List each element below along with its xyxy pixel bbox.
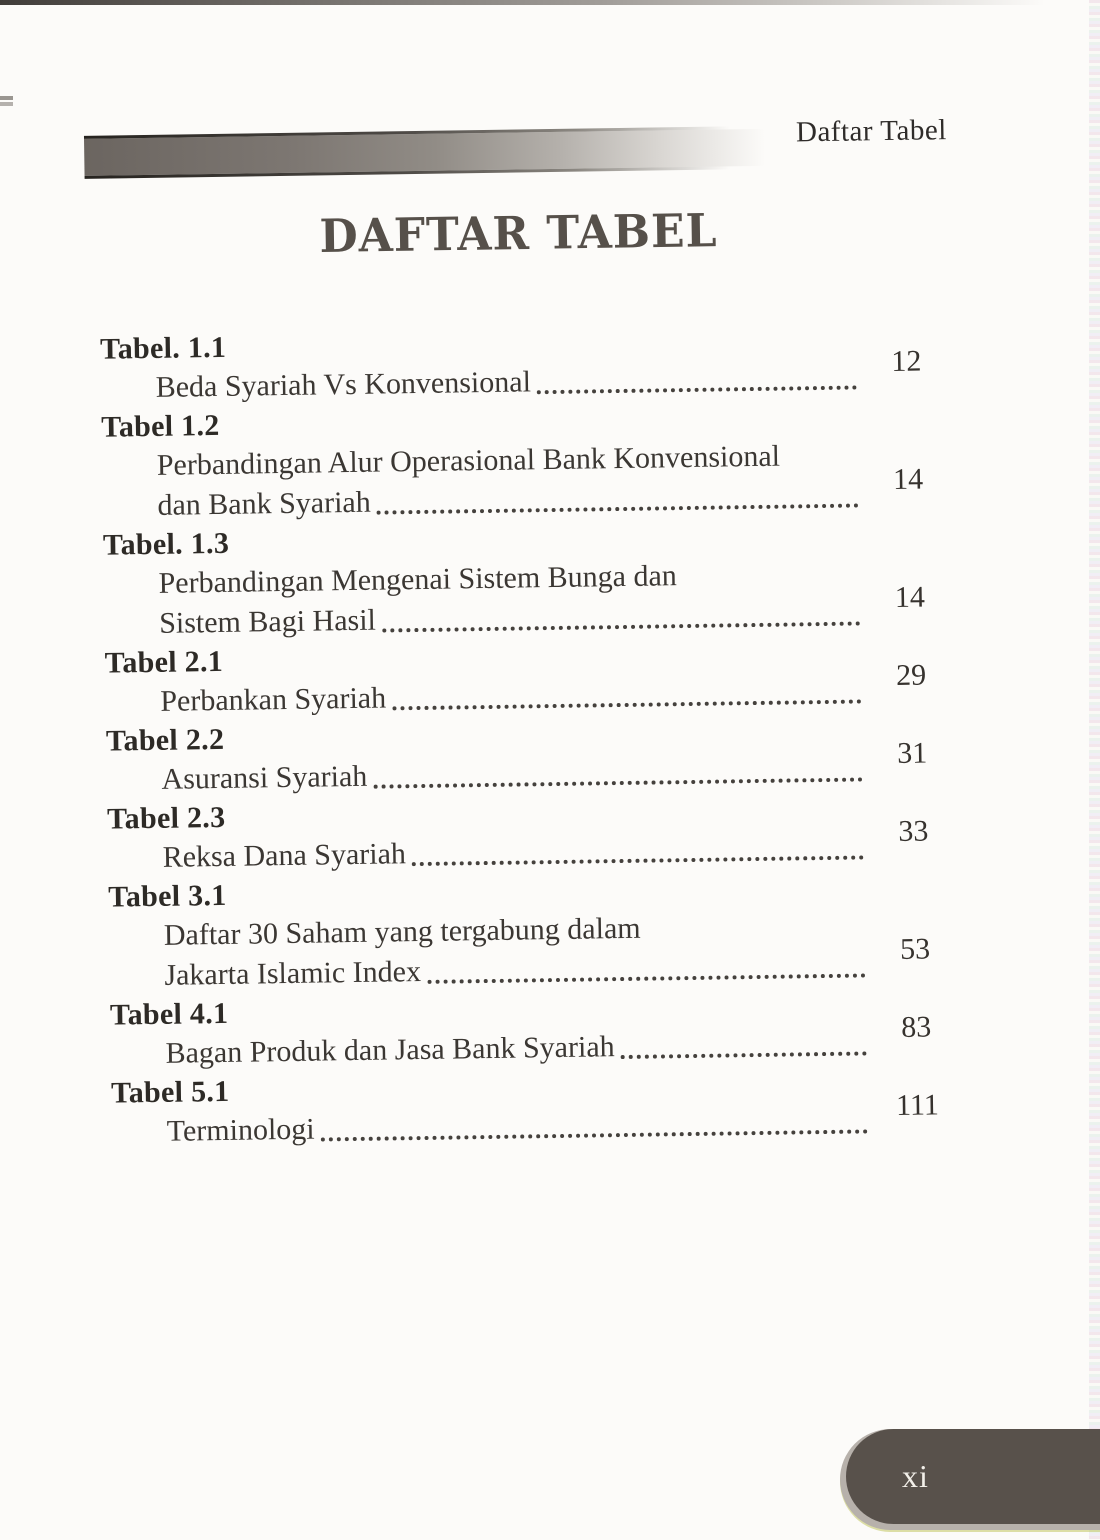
page-number: xi [902, 1458, 929, 1494]
toc-item [110, 984, 961, 1075]
table-label: Tabel 1.2 [101, 408, 220, 444]
entry-text: dan Bank Syariah [157, 485, 371, 522]
table-label: Tabel. 1.3 [102, 526, 230, 562]
page-title: DAFTAR TABEL [319, 204, 718, 264]
entry-page-number: 31 [896, 736, 928, 770]
entry-page-number: 53 [899, 932, 931, 966]
entry-page-number: 83 [901, 1010, 932, 1044]
page-number-tab [840, 1429, 1100, 1530]
entry-page-number: 29 [895, 658, 927, 692]
toc-item [108, 866, 960, 997]
entry-page-number: 111 [895, 1088, 940, 1122]
table-label: Tabel 3.1 [108, 878, 227, 914]
table-label: Tabel. 1.1 [99, 330, 227, 366]
dot-leader [427, 973, 865, 984]
table-label: Tabel 2.2 [105, 722, 225, 758]
entry-page-number: 14 [894, 580, 926, 614]
entry-text: Perbankan Syariah [160, 681, 387, 718]
dot-leader [321, 1129, 868, 1141]
table-label: Tabel 4.1 [109, 996, 229, 1032]
toc-item [111, 1062, 962, 1153]
table-of-contents [100, 318, 962, 1153]
entry-page-number: 12 [891, 344, 922, 378]
toc-item [107, 788, 958, 879]
entry-text: Reksa Dana Syariah [162, 837, 407, 874]
entry-text: Asuransi Syariah [161, 759, 368, 796]
table-label: Tabel 2.3 [106, 800, 226, 836]
entry-text: Perbandingan Mengenai Sistem Bunga dan [158, 559, 678, 600]
toc-item [103, 514, 955, 645]
entry-text: Terminologi [166, 1112, 315, 1148]
dot-leader [373, 777, 862, 788]
page-number-tab-inner [846, 1429, 1100, 1524]
dot-leader [382, 621, 860, 632]
entry-text: Daftar 30 Saham yang tergabung dalam [163, 911, 641, 952]
entry-text: Bagan Produk dan Jasa Bank Syariah [165, 1030, 615, 1070]
entry-page-number: 33 [898, 814, 929, 848]
entry-page-number: 14 [892, 462, 924, 496]
entry-text: Perbandingan Alur Operasional Bank Konvensional [156, 439, 781, 482]
dot-leader [377, 503, 859, 514]
toc-item [105, 632, 956, 723]
table-label: Tabel 2.1 [104, 644, 224, 680]
toc-item [100, 318, 951, 409]
toc-item [101, 396, 953, 527]
dot-leader [392, 699, 861, 710]
dot-leader [412, 855, 864, 866]
entry-text: Jakarta Islamic Index [164, 955, 422, 992]
header-gradient-bar [84, 129, 786, 176]
toc-item [106, 710, 957, 801]
running-title: Daftar Tabel [795, 114, 947, 149]
dot-leader [621, 1051, 867, 1059]
entry-text: Sistem Bagi Hasil [158, 603, 377, 640]
dot-leader [537, 385, 857, 394]
table-label: Tabel 5.1 [110, 1074, 230, 1110]
entry-text: Beda Syariah Vs Konvensional [155, 365, 532, 404]
